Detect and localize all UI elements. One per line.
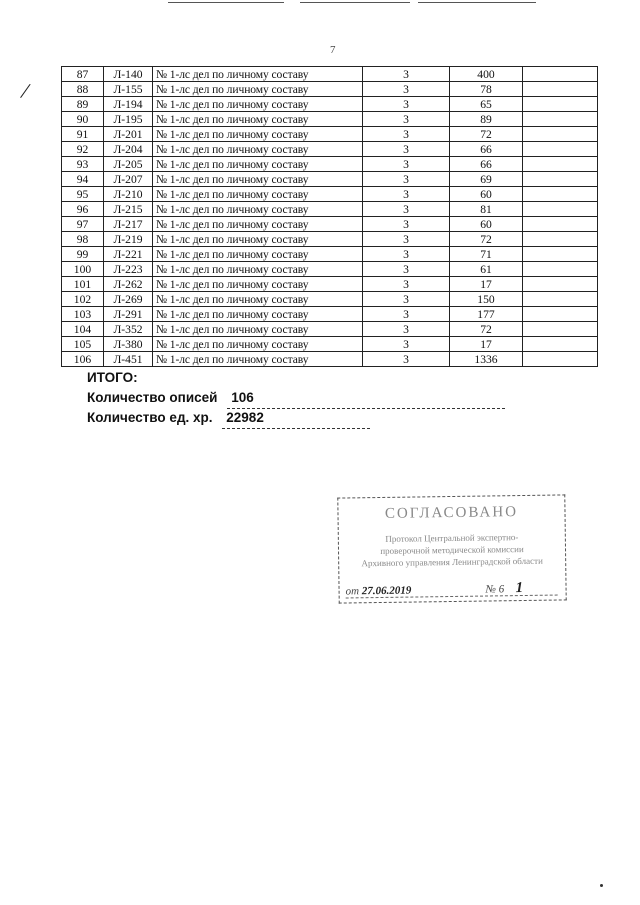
units-cell: 72 — [450, 127, 523, 142]
stamp-number-value: 1 — [515, 580, 524, 597]
row-number-cell: 100 — [62, 262, 104, 277]
description-cell: № 1-лс дел по личному составу — [153, 97, 363, 112]
stamp-title: СОГЛАСОВАНО — [384, 504, 519, 522]
table-row — [62, 322, 598, 337]
quantity-cell: 3 — [363, 307, 450, 322]
scan-speck — [600, 884, 603, 887]
units-cell: 72 — [450, 232, 523, 247]
quantity-cell: 3 — [363, 322, 450, 337]
table-row — [62, 352, 598, 367]
row-number-cell: 95 — [62, 187, 104, 202]
units-cell: 400 — [450, 67, 523, 82]
description-cell: № 1-лс дел по личному составу — [153, 307, 363, 322]
units-count-label: Количество ед. хр. — [87, 410, 213, 425]
description-cell: № 1-лс дел по личному составу — [153, 352, 363, 367]
quantity-cell: 3 — [363, 97, 450, 112]
note-cell — [523, 67, 598, 82]
note-cell — [523, 202, 598, 217]
row-number-cell: 89 — [62, 97, 104, 112]
inventory-code-cell: Л-352 — [104, 322, 153, 337]
stamp-signature-line — [345, 580, 557, 599]
table-row — [62, 142, 598, 157]
stamp-date-prefix: от — [345, 585, 360, 598]
row-number-cell: 101 — [62, 277, 104, 292]
margin-mark: / — [20, 77, 30, 104]
row-number-cell: 93 — [62, 157, 104, 172]
inventory-code-cell: Л-215 — [104, 202, 153, 217]
units-cell: 1336 — [450, 352, 523, 367]
description-cell: № 1-лс дел по личному составу — [153, 202, 363, 217]
units-cell: 60 — [450, 217, 523, 232]
quantity-cell: 3 — [363, 142, 450, 157]
table-row — [62, 157, 598, 172]
note-cell — [523, 112, 598, 127]
row-number-cell: 92 — [62, 142, 104, 157]
inventory-code-cell: Л-269 — [104, 292, 153, 307]
units-cell: 78 — [450, 82, 523, 97]
quantity-cell: 3 — [363, 82, 450, 97]
row-number-cell: 91 — [62, 127, 104, 142]
units-cell: 17 — [450, 337, 523, 352]
inventory-code-cell: Л-204 — [104, 142, 153, 157]
description-cell: № 1-лс дел по личному составу — [153, 217, 363, 232]
quantity-cell: 3 — [363, 337, 450, 352]
units-count-value: 22982 — [222, 408, 370, 429]
quantity-cell: 3 — [363, 247, 450, 262]
row-number-cell: 98 — [62, 232, 104, 247]
description-cell: № 1-лс дел по личному составу — [153, 142, 363, 157]
note-cell — [523, 262, 598, 277]
units-count-line — [87, 408, 505, 428]
quantity-cell: 3 — [363, 172, 450, 187]
quantity-cell: 3 — [363, 217, 450, 232]
row-number-cell: 103 — [62, 307, 104, 322]
quantity-cell: 3 — [363, 232, 450, 247]
row-number-cell: 90 — [62, 112, 104, 127]
table-row — [62, 97, 598, 112]
units-cell: 66 — [450, 157, 523, 172]
quantity-cell: 3 — [363, 127, 450, 142]
units-cell: 89 — [450, 112, 523, 127]
units-cell: 60 — [450, 187, 523, 202]
note-cell — [523, 82, 598, 97]
units-cell: 69 — [450, 172, 523, 187]
inventory-code-cell: Л-140 — [104, 67, 153, 82]
note-cell — [523, 247, 598, 262]
description-cell: № 1-лс дел по личному составу — [153, 232, 363, 247]
units-cell: 17 — [450, 277, 523, 292]
description-cell: № 1-лс дел по личному составу — [153, 277, 363, 292]
inventory-code-cell: Л-451 — [104, 352, 153, 367]
table-row — [62, 277, 598, 292]
inventory-code-cell: Л-221 — [104, 247, 153, 262]
description-cell: № 1-лс дел по личному составу — [153, 172, 363, 187]
row-number-cell: 97 — [62, 217, 104, 232]
description-cell: № 1-лс дел по личному составу — [153, 187, 363, 202]
inventory-table-body — [62, 67, 598, 367]
table-row — [62, 187, 598, 202]
inventory-code-cell: Л-155 — [104, 82, 153, 97]
description-cell: № 1-лс дел по личному составу — [153, 67, 363, 82]
units-cell: 81 — [450, 202, 523, 217]
row-number-cell: 88 — [62, 82, 104, 97]
note-cell — [523, 127, 598, 142]
quantity-cell: 3 — [363, 187, 450, 202]
quantity-cell: 3 — [363, 157, 450, 172]
stamp-line-2: проверочной методической комиссии — [380, 543, 524, 557]
quantity-cell: 3 — [363, 202, 450, 217]
description-cell: № 1-лс дел по личному составу — [153, 247, 363, 262]
units-cell: 177 — [450, 307, 523, 322]
row-number-cell: 102 — [62, 292, 104, 307]
inventory-table — [61, 66, 598, 367]
note-cell — [523, 157, 598, 172]
note-cell — [523, 337, 598, 352]
note-cell — [523, 277, 598, 292]
table-row — [62, 262, 598, 277]
table-row — [62, 217, 598, 232]
note-cell — [523, 307, 598, 322]
table-row — [62, 172, 598, 187]
note-cell — [523, 292, 598, 307]
note-cell — [523, 142, 598, 157]
row-number-cell: 96 — [62, 202, 104, 217]
table-row — [62, 202, 598, 217]
table-row — [62, 127, 598, 142]
description-cell: № 1-лс дел по личному составу — [153, 112, 363, 127]
description-cell: № 1-лс дел по личному составу — [153, 262, 363, 277]
description-cell: № 1-лс дел по личному составу — [153, 157, 363, 172]
inventories-count-value: 106 — [227, 388, 505, 409]
inventory-code-cell: Л-194 — [104, 97, 153, 112]
note-cell — [523, 217, 598, 232]
stamp-number-prefix: № 6 — [485, 583, 505, 596]
inventory-code-cell: Л-201 — [104, 127, 153, 142]
description-cell: № 1-лс дел по личному составу — [153, 322, 363, 337]
table-row — [62, 232, 598, 247]
units-cell: 72 — [450, 322, 523, 337]
quantity-cell: 3 — [363, 292, 450, 307]
inventory-code-cell: Л-195 — [104, 112, 153, 127]
inventory-code-cell: Л-380 — [104, 337, 153, 352]
top-rule-left — [168, 2, 284, 3]
quantity-cell: 3 — [363, 277, 450, 292]
units-cell: 66 — [450, 142, 523, 157]
totals-block — [87, 368, 505, 428]
quantity-cell: 3 — [363, 67, 450, 82]
stamp-date: 27.06.2019 — [361, 584, 412, 598]
row-number-cell: 94 — [62, 172, 104, 187]
units-cell: 61 — [450, 262, 523, 277]
inventory-code-cell: Л-210 — [104, 187, 153, 202]
table-row — [62, 112, 598, 127]
inventory-code-cell: Л-219 — [104, 232, 153, 247]
table-row — [62, 337, 598, 352]
inventory-code-cell: Л-205 — [104, 157, 153, 172]
note-cell — [523, 187, 598, 202]
quantity-cell: 3 — [363, 352, 450, 367]
units-cell: 71 — [450, 247, 523, 262]
description-cell: № 1-лс дел по личному составу — [153, 292, 363, 307]
stamp-line-1: Протокол Центральной экспертно- — [385, 532, 519, 544]
page-number: 7 — [330, 44, 336, 56]
row-number-cell: 104 — [62, 322, 104, 337]
row-number-cell: 106 — [62, 352, 104, 367]
inventories-count-label: Количество описей — [87, 390, 218, 405]
stamp-line-3: Архивного управления Ленинградской области — [361, 555, 543, 569]
note-cell — [523, 172, 598, 187]
row-number-cell: 105 — [62, 337, 104, 352]
table-row — [62, 307, 598, 322]
description-cell: № 1-лс дел по личному составу — [153, 337, 363, 352]
units-cell: 150 — [450, 292, 523, 307]
inventories-count-line — [87, 388, 505, 408]
note-cell — [523, 322, 598, 337]
units-cell: 65 — [450, 97, 523, 112]
inventory-code-cell: Л-217 — [104, 217, 153, 232]
description-cell: № 1-лс дел по личному составу — [153, 82, 363, 97]
totals-heading: ИТОГО: — [87, 370, 138, 385]
inventory-code-cell: Л-291 — [104, 307, 153, 322]
table-row — [62, 82, 598, 97]
quantity-cell: 3 — [363, 112, 450, 127]
table-row — [62, 292, 598, 307]
approval-stamp — [337, 494, 566, 603]
note-cell — [523, 97, 598, 112]
inventory-code-cell: Л-262 — [104, 277, 153, 292]
inventory-code-cell: Л-207 — [104, 172, 153, 187]
row-number-cell: 99 — [62, 247, 104, 262]
top-rule-mid — [300, 2, 410, 3]
quantity-cell: 3 — [363, 262, 450, 277]
note-cell — [523, 352, 598, 367]
description-cell: № 1-лс дел по личному составу — [153, 127, 363, 142]
table-row — [62, 247, 598, 262]
row-number-cell: 87 — [62, 67, 104, 82]
inventory-code-cell: Л-223 — [104, 262, 153, 277]
note-cell — [523, 232, 598, 247]
top-rule-right — [418, 2, 536, 3]
table-row — [62, 67, 598, 82]
